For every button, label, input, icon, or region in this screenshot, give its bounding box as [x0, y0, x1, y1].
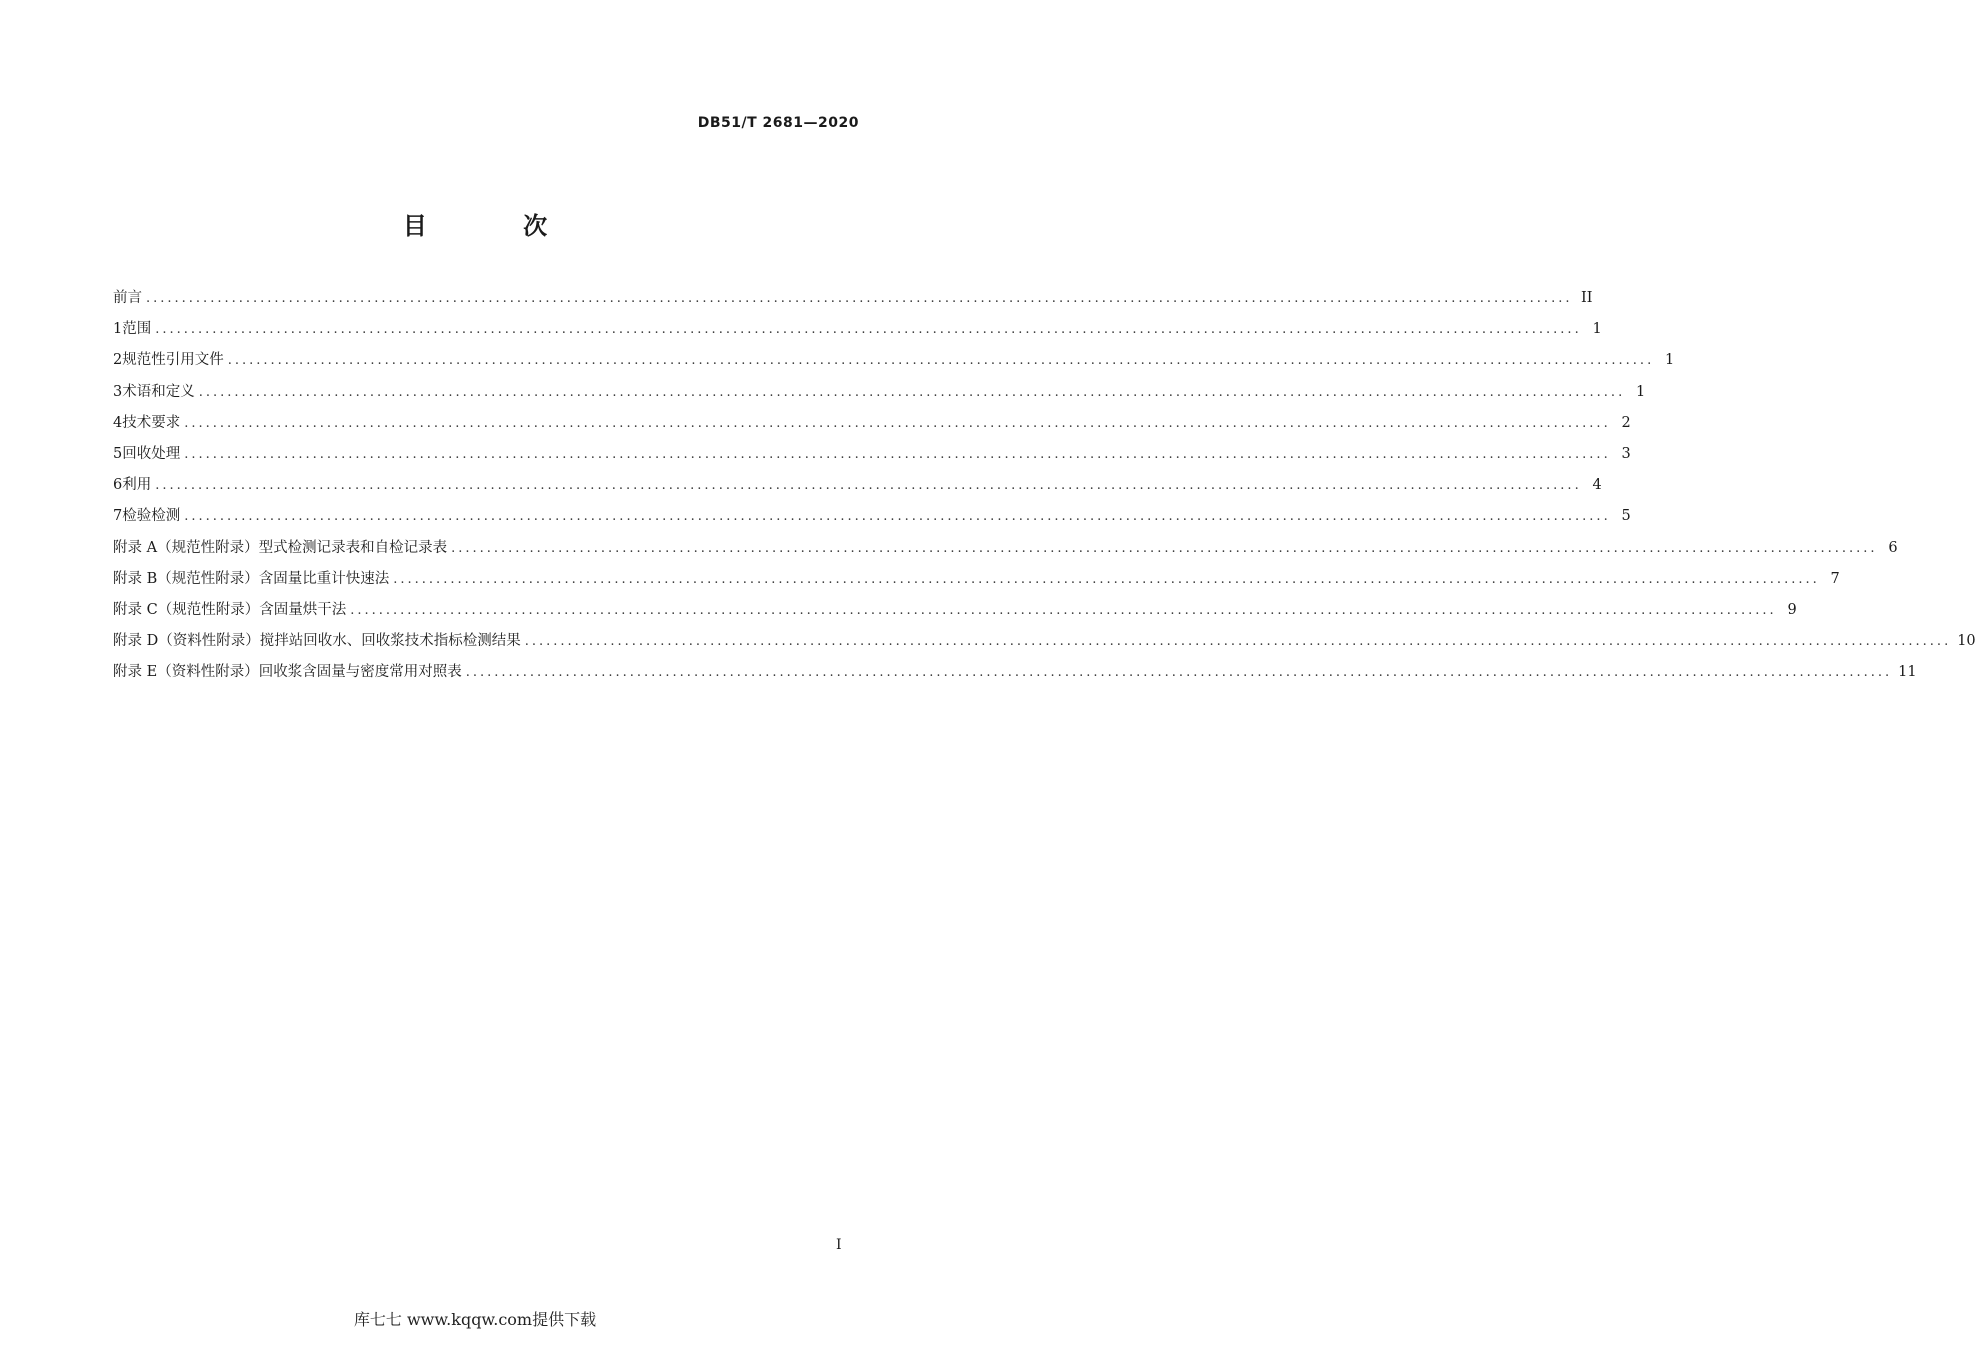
toc-entry-page: 11 — [1898, 664, 1917, 681]
toc-entry-title: 型式检测记录表和自检记录表 — [258, 539, 448, 556]
toc-entry-appendix-label: 附录 D（资料性附录） — [113, 633, 260, 650]
toc-entry[interactable] — [113, 533, 1898, 564]
toc-entry[interactable] — [113, 564, 1840, 595]
toc-entry-title: 规范性引用文件 — [122, 352, 224, 369]
toc-entry[interactable] — [113, 470, 1602, 501]
toc-entry-page: 10 — [1957, 633, 1976, 650]
toc-leader-dots: ........................................................................................................................................................................................................ — [393, 571, 1820, 587]
toc-entry[interactable] — [113, 345, 1675, 376]
toc-entry[interactable] — [113, 626, 1976, 657]
toc-entry-appendix-label: 附录 A（规范性附录） — [113, 539, 259, 556]
footer-watermark: 库七七 www.kqqw.com提供下载 — [353, 1310, 597, 1329]
toc-entry-title: 术语和定义 — [122, 383, 195, 400]
toc-leader-dots: ........................................................................................................................................................................................................ — [524, 634, 1952, 650]
toc-leader-dots: ........................................................................................................................................................................................................ — [184, 509, 1611, 525]
toc-entry-page: 3 — [1621, 445, 1631, 462]
toc-entry-number: 4 — [113, 414, 123, 431]
toc-entry-page: 4 — [1592, 477, 1602, 494]
toc-entry[interactable] — [113, 657, 1917, 688]
toc-leader-dots: ........................................................................................................................................................................................................ — [155, 478, 1582, 494]
toc-entry[interactable] — [113, 283, 1593, 314]
toc-leader-dots: ........................................................................................................................................................................................................ — [184, 415, 1611, 431]
toc-entry-number: 7 — [113, 508, 123, 525]
toc-entry-title: 检验检测 — [122, 508, 181, 525]
toc-entry[interactable] — [113, 377, 1646, 408]
toc-leader-dots: ........................................................................................................................................................................................................ — [227, 353, 1655, 369]
toc-leader-dots: ........................................................................................................................................................................................................ — [350, 602, 1777, 618]
toc-entry-number: 1 — [113, 321, 123, 338]
toc-entry-number: 3 — [113, 383, 123, 400]
toc-entry-appendix-label: 附录 B（规范性附录） — [113, 570, 259, 587]
toc-entry-number: 2 — [113, 352, 123, 369]
toc-entry-title: 回收处理 — [122, 445, 181, 462]
toc-entry[interactable] — [113, 439, 1631, 470]
toc-leader-dots: ........................................................................................................................................................................................................ — [155, 322, 1582, 338]
toc-entry-title: 前言 — [113, 290, 142, 306]
toc-entry-number: 6 — [113, 477, 123, 494]
toc-leader-dots: ........................................................................................................................................................................................................ — [451, 540, 1878, 556]
toc-entry-title: 含固量比重计快速法 — [258, 570, 390, 587]
toc-entry[interactable] — [113, 501, 1631, 532]
toc-entry[interactable] — [113, 314, 1602, 345]
toc-entry-page: II — [1581, 290, 1593, 306]
toc-leader-dots: ........................................................................................................................................................................................................ — [198, 384, 1626, 400]
toc-entry-page: 6 — [1888, 539, 1898, 556]
toc-entry-appendix-label: 附录 C（规范性附录） — [113, 601, 260, 618]
toc-leader-dots: ........................................................................................................................................................................................................ — [465, 665, 1893, 681]
toc-entry-number: 5 — [113, 445, 123, 462]
toc-title: 目 次 — [402, 212, 592, 240]
toc-entry-title: 回收浆含固量与密度常用对照表 — [258, 664, 462, 681]
toc-entry-page: 1 — [1635, 383, 1646, 400]
toc-entry-page: 1 — [1664, 352, 1675, 369]
toc-leader-dots: ........................................................................................................................................................................................................ — [146, 291, 1573, 306]
toc-entry-title: 含固量烘干法 — [259, 601, 347, 618]
toc-leader-dots: ........................................................................................................................................................................................................ — [184, 446, 1611, 462]
toc-entry-title: 利用 — [122, 477, 152, 494]
document-code: DB51/T 2681—2020 — [697, 115, 859, 131]
page-number: I — [836, 1237, 842, 1253]
toc-entry-page: 2 — [1621, 414, 1631, 431]
toc-entry-title: 范围 — [122, 321, 152, 338]
toc-entry-title: 技术要求 — [122, 414, 181, 431]
toc-entry[interactable] — [113, 408, 1631, 439]
toc-entry-page: 9 — [1787, 601, 1797, 618]
toc-entry-appendix-label: 附录 E（资料性附录） — [113, 664, 259, 681]
toc-entry-page: 5 — [1621, 508, 1631, 525]
toc-entry-page: 1 — [1592, 321, 1602, 338]
toc-list — [113, 283, 1976, 688]
toc-entry-title: 搅拌站回收水、回收浆技术指标检测结果 — [259, 633, 521, 650]
toc-entry[interactable] — [113, 595, 1797, 626]
toc-entry-page: 7 — [1830, 570, 1840, 587]
